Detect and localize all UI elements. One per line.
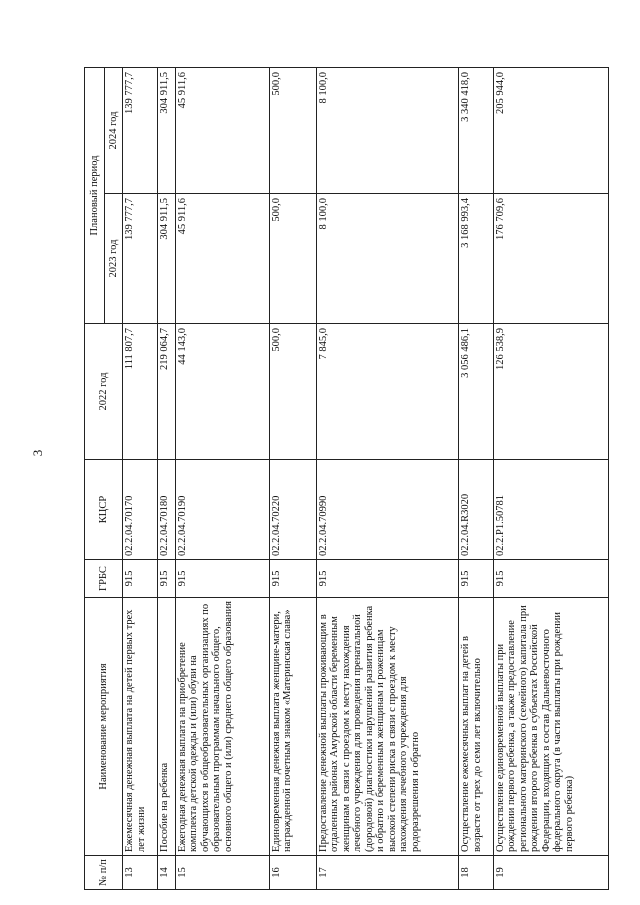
cell-name: Пособие на ребенка	[157, 598, 175, 856]
table-row	[316, 68, 459, 890]
table-row	[157, 68, 175, 890]
table-row	[269, 68, 316, 890]
cell-y2022: 3 056 486,1	[459, 324, 494, 460]
cell-y2022: 111 807,7	[123, 324, 158, 460]
table-row	[493, 68, 608, 890]
cell-name: Ежегодная денежная выплата на приобретение комплекта детской одежды и (или) обуви на обучающихся в общеобразовательных организациях по образовательным программам начального общего, основного общего и (или) среднего общего образования	[175, 598, 269, 856]
cell-kcsr: 02.2.04.70990	[316, 460, 459, 560]
cell-y2023: 304 911,5	[157, 194, 175, 324]
cell-name: Осуществление ежемесячных выплат на детей в возрасте от трех до семи лет включительно	[459, 598, 494, 856]
cell-num: 19	[493, 856, 608, 890]
cell-num: 18	[459, 856, 494, 890]
cell-kcsr: 02.2.04.70220	[269, 460, 316, 560]
page-number: 3	[30, 449, 45, 457]
cell-num: 14	[157, 856, 175, 890]
cell-num: 13	[123, 856, 158, 890]
header-2022: 2022 год	[85, 324, 123, 460]
cell-grbs: 915	[493, 560, 608, 598]
cell-y2023: 3 168 993,4	[459, 194, 494, 324]
cell-kcsr: 02.2.04.70190	[175, 460, 269, 560]
cell-kcsr: 02.2.P1.50781	[493, 460, 608, 560]
header-2023: 2023 год	[105, 194, 123, 324]
cell-y2023: 176 709,6	[493, 194, 608, 324]
cell-num: 15	[175, 856, 269, 890]
cell-y2024: 45 911,6	[175, 68, 269, 194]
cell-name: Предоставление денежной выплаты проживающим в отдаленных районах Амурской области беременным женщинам в связи с проездом к месту нахождения лечебного учреждения для проведения пренатальной (дородовой) диагностики нарушений развития ребенка и обратно и беременным женщинам и роженицам высокой степени риска в связи с проездом к месту нахождения лечебного учреждения для родоразрешения и обратно	[316, 598, 459, 856]
header-2024: 2024 год	[105, 68, 123, 194]
rotated-table-container	[84, 68, 609, 890]
cell-grbs: 915	[316, 560, 459, 598]
cell-y2022: 7 845,0	[316, 324, 459, 460]
cell-y2023: 8 100,0	[316, 194, 459, 324]
table-row	[123, 68, 158, 890]
header-name: Наименование мероприятия	[85, 598, 123, 856]
cell-name: Ежемесячная денежная выплата на детей первых трех лет жизни	[123, 598, 158, 856]
cell-y2024: 139 777,7	[123, 68, 158, 194]
cell-y2022: 126 538,9	[493, 324, 608, 460]
cell-y2024: 205 944,0	[493, 68, 608, 194]
cell-y2022: 44 143,0	[175, 324, 269, 460]
header-num: № п/п	[85, 856, 123, 890]
budget-table	[84, 67, 609, 890]
cell-kcsr: 02.2.04.R3020	[459, 460, 494, 560]
cell-name: Единовременная денежная выплата женщине-матери, награжденной почетным знаком «Материнская слава»	[269, 598, 316, 856]
header-grbs: ГРБС	[85, 560, 123, 598]
cell-y2024: 3 340 418,0	[459, 68, 494, 194]
table-row	[175, 68, 269, 890]
header-kcsr: КЦСР	[85, 460, 123, 560]
cell-y2024: 500,0	[269, 68, 316, 194]
table-row	[459, 68, 494, 890]
cell-num: 16	[269, 856, 316, 890]
cell-y2024: 304 911,5	[157, 68, 175, 194]
cell-num: 17	[316, 856, 459, 890]
cell-y2022: 219 064,7	[157, 324, 175, 460]
cell-name: Осуществление единовременной выплаты при рождении первого ребенка, а также предоставление регионального материнского (семейного) капитала при рождении второго ребенка в субъектах Российской Федерации, входящих в состав Дальневосточного федерального округа (в части выплаты при рождении первого ребенка)	[493, 598, 608, 856]
cell-grbs: 915	[269, 560, 316, 598]
cell-grbs: 915	[459, 560, 494, 598]
cell-grbs: 915	[157, 560, 175, 598]
cell-kcsr: 02.2.04.70180	[157, 460, 175, 560]
header-planned: Плановый период	[85, 68, 105, 324]
table-body	[123, 68, 609, 890]
cell-y2024: 8 100,0	[316, 68, 459, 194]
cell-y2023: 139 777,7	[123, 194, 158, 324]
cell-grbs: 915	[175, 560, 269, 598]
cell-y2023: 45 911,6	[175, 194, 269, 324]
cell-grbs: 915	[123, 560, 158, 598]
cell-y2023: 500,0	[269, 194, 316, 324]
cell-kcsr: 02.2.04.70170	[123, 460, 158, 560]
cell-y2022: 500,0	[269, 324, 316, 460]
